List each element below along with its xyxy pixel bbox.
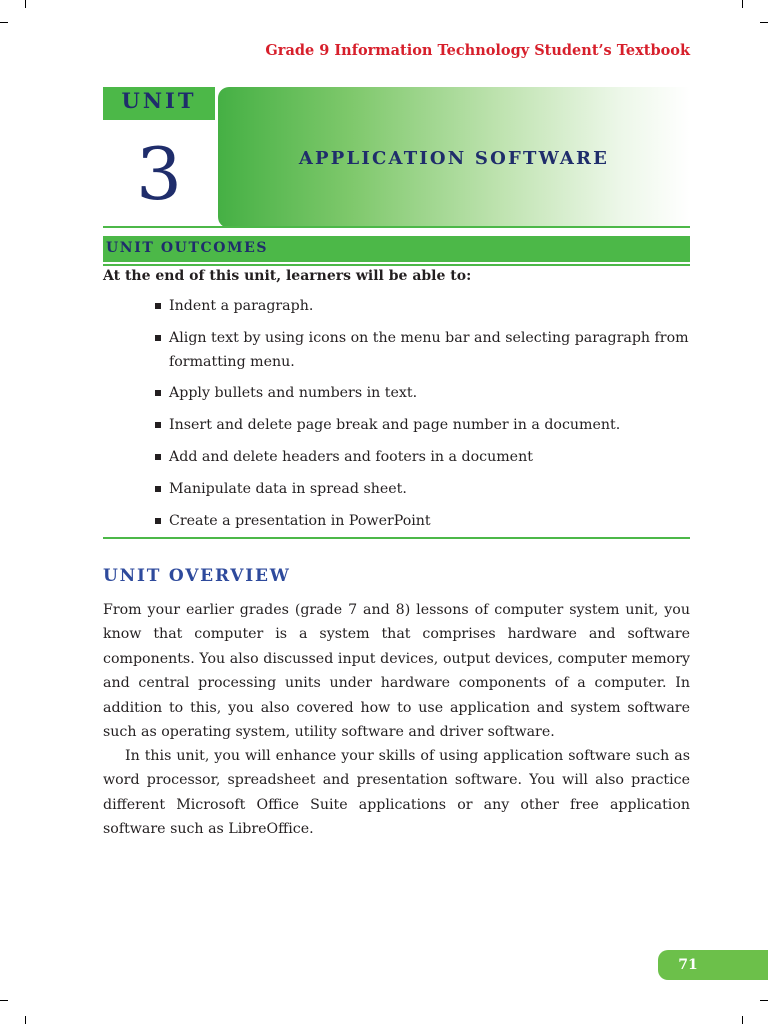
page-number: 71 bbox=[678, 957, 698, 973]
list-item bbox=[150, 477, 690, 501]
square-bullet-icon bbox=[155, 335, 161, 341]
crop-mark bbox=[760, 22, 768, 23]
list-item-text: Create a presentation in PowerPoint bbox=[169, 513, 431, 529]
list-item bbox=[150, 381, 690, 405]
square-bullet-icon bbox=[155, 454, 161, 460]
crop-mark bbox=[0, 1000, 8, 1001]
list-item-text: Indent a paragraph. bbox=[169, 298, 314, 314]
list-item-text: Insert and delete page break and page number in a document. bbox=[169, 417, 621, 433]
running-header: Grade 9 Information Technology Student’s Textbook bbox=[265, 42, 690, 59]
square-bullet-icon bbox=[155, 486, 161, 492]
square-bullet-icon bbox=[155, 422, 161, 428]
title-band-divider bbox=[103, 226, 690, 228]
outcomes-list bbox=[150, 294, 690, 541]
overview-heading: UNIT OVERVIEW bbox=[103, 566, 291, 586]
list-item bbox=[150, 413, 690, 437]
crop-mark bbox=[760, 1000, 768, 1001]
crop-mark bbox=[0, 22, 8, 23]
list-item bbox=[150, 509, 690, 533]
list-item bbox=[150, 445, 690, 469]
crop-mark bbox=[25, 1016, 26, 1024]
list-item bbox=[150, 326, 690, 374]
list-item-text: Apply bullets and numbers in text. bbox=[169, 385, 418, 401]
list-item-text: Align text by using icons on the menu bar and selecting paragraph from formatting menu. bbox=[169, 330, 689, 370]
crop-mark bbox=[742, 1016, 743, 1024]
unit-label: UNIT bbox=[103, 87, 215, 120]
unit-number: 3 bbox=[136, 132, 182, 216]
list-item-text: Add and delete headers and footers in a document bbox=[169, 449, 533, 465]
section-divider bbox=[103, 537, 690, 539]
list-item bbox=[150, 294, 690, 318]
unit-title: APPLICATION SOFTWARE bbox=[298, 148, 610, 169]
list-item-text: Manipulate data in spread sheet. bbox=[169, 481, 407, 497]
square-bullet-icon bbox=[155, 390, 161, 396]
outcomes-intro: At the end of this unit, learners will be able to: bbox=[103, 268, 472, 284]
crop-mark bbox=[742, 0, 743, 8]
square-bullet-icon bbox=[155, 303, 161, 309]
square-bullet-icon bbox=[155, 518, 161, 524]
overview-paragraph: From your earlier grades (grade 7 and 8) lessons of computer system unit, you know that computer is a system that comprises hardware and software components. You also discussed input devices, output devices, computer memory and central processing units under hardware components of a computer. In addition to this, you also covered how to use application and system software such as operating system, utility software and driver software. bbox=[103, 602, 690, 741]
outcomes-heading-underline bbox=[103, 264, 690, 266]
outcomes-heading: UNIT OUTCOMES bbox=[106, 240, 269, 256]
overview-paragraph: In this unit, you will enhance your skills of using application software such as word processor, spreadsheet and presentation software. You will also practice different Microsoft Office Suite applications or any other free application software such as LibreOffice. bbox=[103, 748, 690, 838]
crop-mark bbox=[25, 0, 26, 8]
